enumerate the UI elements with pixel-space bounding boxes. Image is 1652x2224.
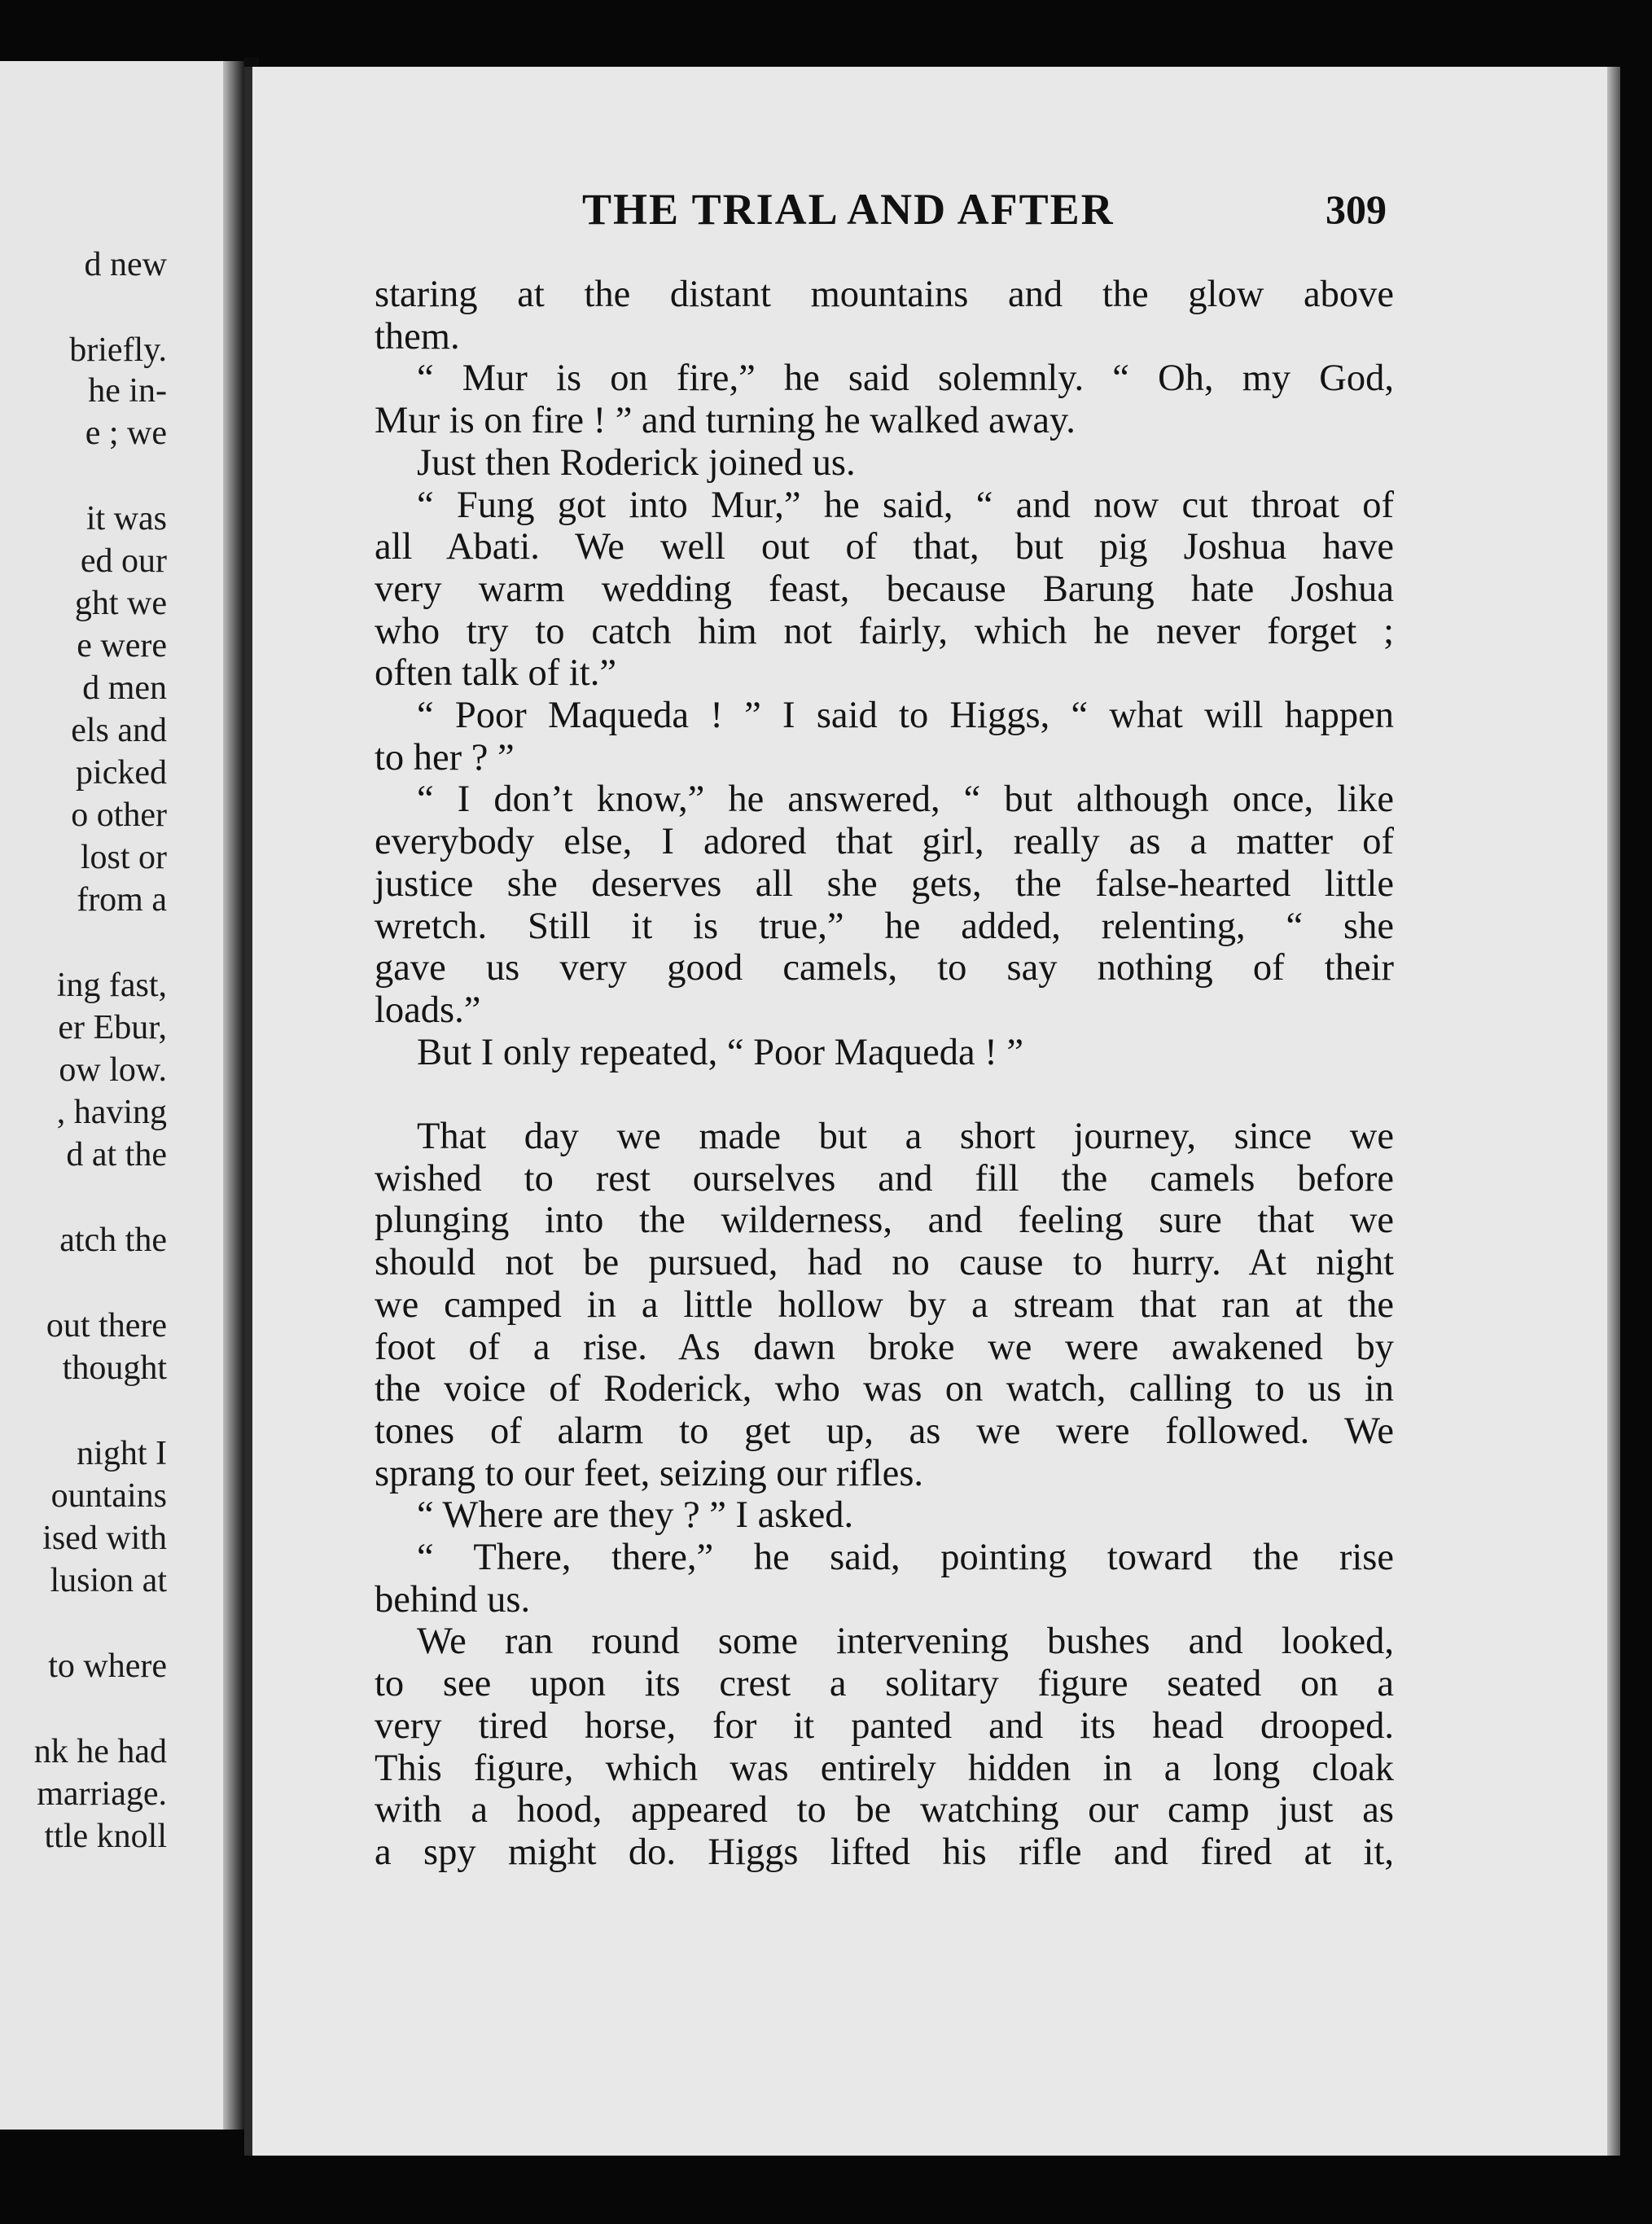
facing-page-line: to where xyxy=(48,1647,167,1685)
text-line: But I only repeated, “ Poor Maqueda ! ” xyxy=(417,1031,1024,1073)
text-line: very tired horse, for it panted and its head drooped. xyxy=(375,1704,1394,1747)
text-line: tones of alarm to get up, as we were followed. We xyxy=(375,1410,1394,1452)
facing-page-line: atch the xyxy=(59,1222,167,1259)
page-edge-shadow xyxy=(1607,67,1620,2156)
facing-page-line: e ; we xyxy=(85,415,167,452)
text-line: behind us. xyxy=(375,1578,531,1621)
facing-page-line: he in- xyxy=(88,372,167,410)
text-line: “ Where are they ? ” I asked. xyxy=(417,1494,854,1537)
facing-page-line: it was xyxy=(85,500,167,537)
facing-page-line: nk he had xyxy=(33,1733,167,1770)
text-line: “ Poor Maqueda ! ” I said to Higgs, “ what will happen xyxy=(417,695,1394,737)
text-line: Just then Roderick joined us. xyxy=(417,441,856,484)
facing-page-line: o other xyxy=(71,796,167,834)
text-line: foot of a rise. As dawn broke we were awakened by xyxy=(375,1326,1394,1368)
facing-page-line: ght we xyxy=(74,585,167,622)
text-line: “ I don’t know,” he answered, “ but although once, like xyxy=(417,779,1394,821)
facing-page-line: picked xyxy=(76,754,167,792)
facing-page-line: ttle knoll xyxy=(44,1818,167,1855)
facing-page-line: from a xyxy=(77,881,167,919)
text-line: should not be pursued, had no cause to hurry. At night xyxy=(375,1242,1394,1284)
text-line: we camped in a little hollow by a stream that ran at the xyxy=(375,1283,1394,1326)
text-line: “ Mur is on fire,” he said solemnly. “ Oh, my God, xyxy=(417,358,1394,400)
text-line: wished to rest ourselves and fill the camels before xyxy=(375,1157,1394,1200)
running-head: THE TRIAL AND AFTER xyxy=(582,185,1115,234)
facing-page-line: night I xyxy=(77,1435,167,1472)
facing-page-line: lusion at xyxy=(50,1562,167,1599)
facing-page-line: er Ebur, xyxy=(58,1009,167,1046)
left-page-gutter-shadow xyxy=(223,61,244,2130)
facing-page-line: d new xyxy=(84,246,167,283)
text-line: with a hood, appeared to be watching our camp just as xyxy=(375,1789,1394,1831)
text-line: very warm wedding feast, because Barung hate Joshua xyxy=(375,568,1394,610)
facing-page-line: , having xyxy=(56,1094,167,1131)
facing-page-line: ised with xyxy=(42,1520,167,1557)
text-line: often talk of it.” xyxy=(375,652,616,695)
text-line: everybody else, I adored that girl, really as a matter of xyxy=(375,821,1394,863)
text-line: gave us very good camels, to say nothing of their xyxy=(375,947,1394,989)
text-line: plunging into the wilderness, and feeling sure that we xyxy=(375,1200,1394,1242)
text-line: wretch. Still it is true,” he added, relenting, “ she xyxy=(375,905,1394,947)
facing-page-line: briefly. xyxy=(69,331,167,369)
facing-page-line: e were xyxy=(77,627,167,665)
text-line: who try to catch him not fairly, which he never forget ; xyxy=(375,610,1394,652)
text-line: the voice of Roderick, who was on watch, calling to us in xyxy=(375,1368,1394,1410)
facing-page-line: thought xyxy=(62,1349,167,1387)
facing-page-line: ing fast, xyxy=(56,967,167,1004)
text-line: “ Fung got into Mur,” he said, “ and now cut throat of xyxy=(417,484,1394,526)
text-line: to see upon its crest a solitary figure seated on a xyxy=(375,1663,1394,1705)
text-line: That day we made but a short journey, since we xyxy=(417,1116,1394,1158)
text-line: a spy might do. Higgs lifted his rifle and fired at it, xyxy=(375,1831,1394,1873)
facing-page-line: marriage. xyxy=(37,1775,167,1813)
text-line: justice she deserves all she gets, the false-hearted little xyxy=(375,862,1394,905)
text-line: We ran round some intervening bushes and looked, xyxy=(417,1621,1394,1663)
facing-page-line: out there xyxy=(46,1307,167,1344)
facing-page-line: ed our xyxy=(80,542,167,580)
text-line: loads.” xyxy=(375,989,481,1031)
page-number: 309 xyxy=(1326,186,1387,232)
text-line: Mur is on fire ! ” and turning he walked away. xyxy=(375,400,1076,442)
paragraph-break xyxy=(375,1073,1394,1116)
text-line: This figure, which was entirely hidden in a long cloak xyxy=(375,1747,1394,1789)
text-line: sprang to our feet, seizing our rifles. xyxy=(375,1452,924,1494)
text-line: to her ? ” xyxy=(375,736,515,779)
facing-page-line: els and xyxy=(71,712,167,749)
facing-page-line: d at the xyxy=(66,1136,167,1173)
text-line: them. xyxy=(375,315,460,358)
body-text xyxy=(375,274,1394,1874)
facing-page-line: lost or xyxy=(80,839,167,876)
text-line: all Abati. We well out of that, but pig Joshua have xyxy=(375,526,1394,568)
facing-page-line: ow low. xyxy=(59,1051,167,1089)
facing-page-fragment xyxy=(0,61,244,2130)
facing-page-line: d men xyxy=(82,669,167,707)
text-line: “ There, there,” he said, pointing toward the rise xyxy=(417,1537,1394,1579)
text-line: staring at the distant mountains and the glow above xyxy=(375,274,1394,315)
facing-page-line: ountains xyxy=(50,1477,167,1515)
